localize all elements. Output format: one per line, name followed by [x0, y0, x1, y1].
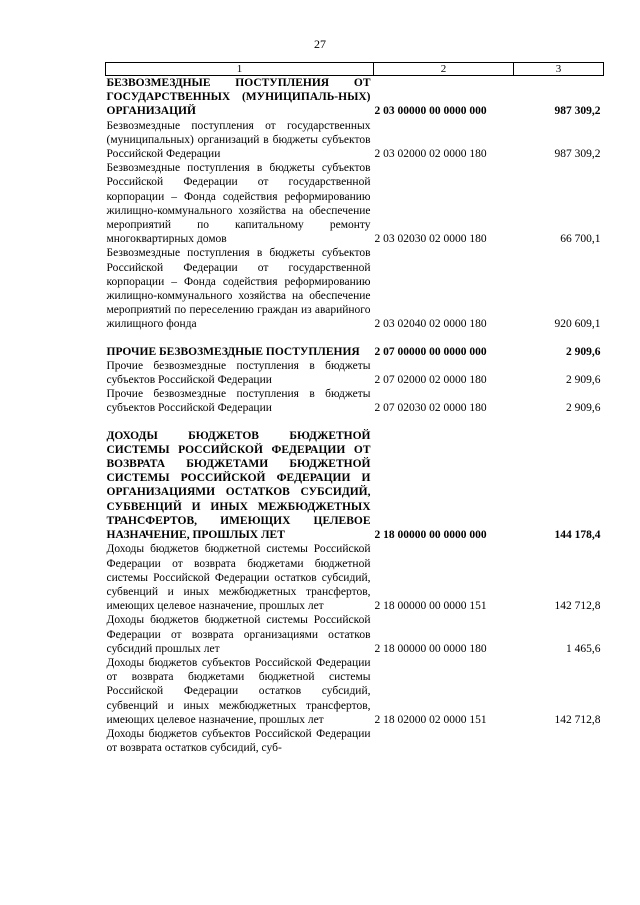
revenue-table: [105, 62, 604, 755]
row-amount: 2 909,6: [566, 374, 601, 387]
table-row: [106, 332, 604, 359]
row-amount: 66 700,1: [560, 233, 601, 246]
row-name: Безвозмездные поступления в бюджеты субъектов Российской Федерации от государственной корпорации – Фонда содействия реформированию жилищно-коммунального хозяйства на обеспечение мероприятий по переселению граждан из аварийного жилищного фонда: [106, 247, 371, 331]
row-amount: 987 309,2: [554, 105, 601, 118]
table-row: [106, 416, 604, 543]
row-code: [374, 727, 514, 755]
row-code: 2 18 00000 00 0000 000: [374, 529, 487, 542]
row-name: Прочие безвозмездные поступления в бюджеты субъектов Российской Федерации: [106, 388, 371, 415]
table-row: [106, 246, 604, 331]
row-name: Доходы бюджетов бюджетной системы Российской Федерации от возврата бюджетами бюджетной системы Российской Федерации остатков субсидий, субвенций и иных межбюджетных трансфертов, имеющих целевое назначение, прошлых лет: [106, 543, 371, 613]
row-name: Доходы бюджетов субъектов Российской Федерации от возврата остатков субсидий, суб-: [106, 727, 371, 755]
table-body: [106, 76, 604, 756]
table-row: [106, 542, 604, 613]
row-amount: 2 909,6: [566, 345, 601, 358]
row-code: 2 18 00000 00 0000 151: [374, 600, 487, 613]
row-name: Безвозмездные поступления в бюджеты субъектов Российской Федерации от государственной корпорации – Фонда содействия реформированию жилищно-коммунального хозяйства на обеспечение мероприятий по капитальному ремонту многоквартирных домов: [106, 162, 371, 246]
row-name: Безвозмездные поступления от государственных (муниципальных) организаций в бюджеты субъектов Российской Федерации: [106, 119, 371, 161]
row-amount: 142 712,8: [554, 713, 601, 726]
row-code: 2 07 02030 02 0000 180: [374, 402, 487, 415]
row-code: 2 18 02000 02 0000 151: [374, 713, 487, 726]
row-code: 2 03 00000 00 0000 000: [374, 105, 487, 118]
row-amount: 987 309,2: [554, 148, 601, 161]
column-header-3: 3: [514, 63, 604, 76]
table-row: [106, 727, 604, 755]
table-row: [106, 76, 604, 119]
row-code: 2 03 02040 02 0000 180: [374, 318, 487, 331]
page-number: 27: [314, 37, 326, 51]
row-code: 2 07 00000 00 0000 000: [374, 345, 487, 358]
column-header-2: 2: [374, 63, 514, 76]
table-row: [106, 119, 604, 162]
table-row: [106, 359, 604, 387]
row-amount: 2 909,6: [566, 402, 601, 415]
row-code: 2 07 02000 02 0000 180: [374, 374, 487, 387]
row-name: ДОХОДЫ БЮДЖЕТОВ БЮДЖЕТНОЙ СИСТЕМЫ РОССИЙСКОЙ ФЕДЕРАЦИИ ОТ ВОЗВРАТА БЮДЖЕТАМИ БЮДЖЕТНОЙ СИСТЕМЫ РОССИЙСКОЙ ФЕДЕРАЦИИ И ОРГАНИЗАЦИЯМИ ОСТАТКОВ СУБСИДИЙ, СУБВЕНЦИЙ И ИНЫХ МЕЖБЮДЖЕТНЫХ ТРАНСФЕРТОВ, ИМЕЮЩИХ ЦЕЛЕВОЕ НАЗНАЧЕНИЕ, ПРОШЛЫХ ЛЕТ: [106, 429, 371, 542]
table-row: [106, 387, 604, 415]
table-row: [106, 161, 604, 246]
table-header-row: [106, 63, 604, 76]
table-row: [106, 613, 604, 656]
row-code: 2 03 02000 02 0000 180: [374, 148, 487, 161]
row-amount: 144 178,4: [554, 529, 601, 542]
row-name: ПРОЧИЕ БЕЗВОЗМЕЗДНЫЕ ПОСТУПЛЕНИЯ: [106, 345, 360, 358]
column-header-1: 1: [106, 63, 374, 76]
row-amount: [514, 727, 604, 755]
row-name: БЕЗВОЗМЕЗДНЫЕ ПОСТУПЛЕНИЯ ОТ ГОСУДАРСТВЕННЫХ (МУНИЦИПАЛЬ-НЫХ) ОРГАНИЗАЦИЙ: [106, 77, 371, 118]
row-name: Прочие безвозмездные поступления в бюджеты субъектов Российской Федерации: [106, 359, 371, 387]
row-amount: 142 712,8: [554, 600, 601, 613]
row-amount: 1 465,6: [566, 642, 601, 655]
row-name: Доходы бюджетов субъектов Российской Федерации от возврата бюджетами бюджетной системы Российской Федерации остатков субсидий, субвенций и иных межбюджетных трансфертов, имеющих целевое назначение, прошлых лет: [106, 656, 371, 726]
row-amount: 920 609,1: [554, 318, 601, 331]
table-row: [106, 656, 604, 727]
row-code: 2 18 00000 00 0000 180: [374, 642, 487, 655]
row-name: Доходы бюджетов бюджетной системы Российской Федерации от возврата организациями остатков субсидий прошлых лет: [106, 614, 371, 655]
row-code: 2 03 02030 02 0000 180: [374, 233, 487, 246]
